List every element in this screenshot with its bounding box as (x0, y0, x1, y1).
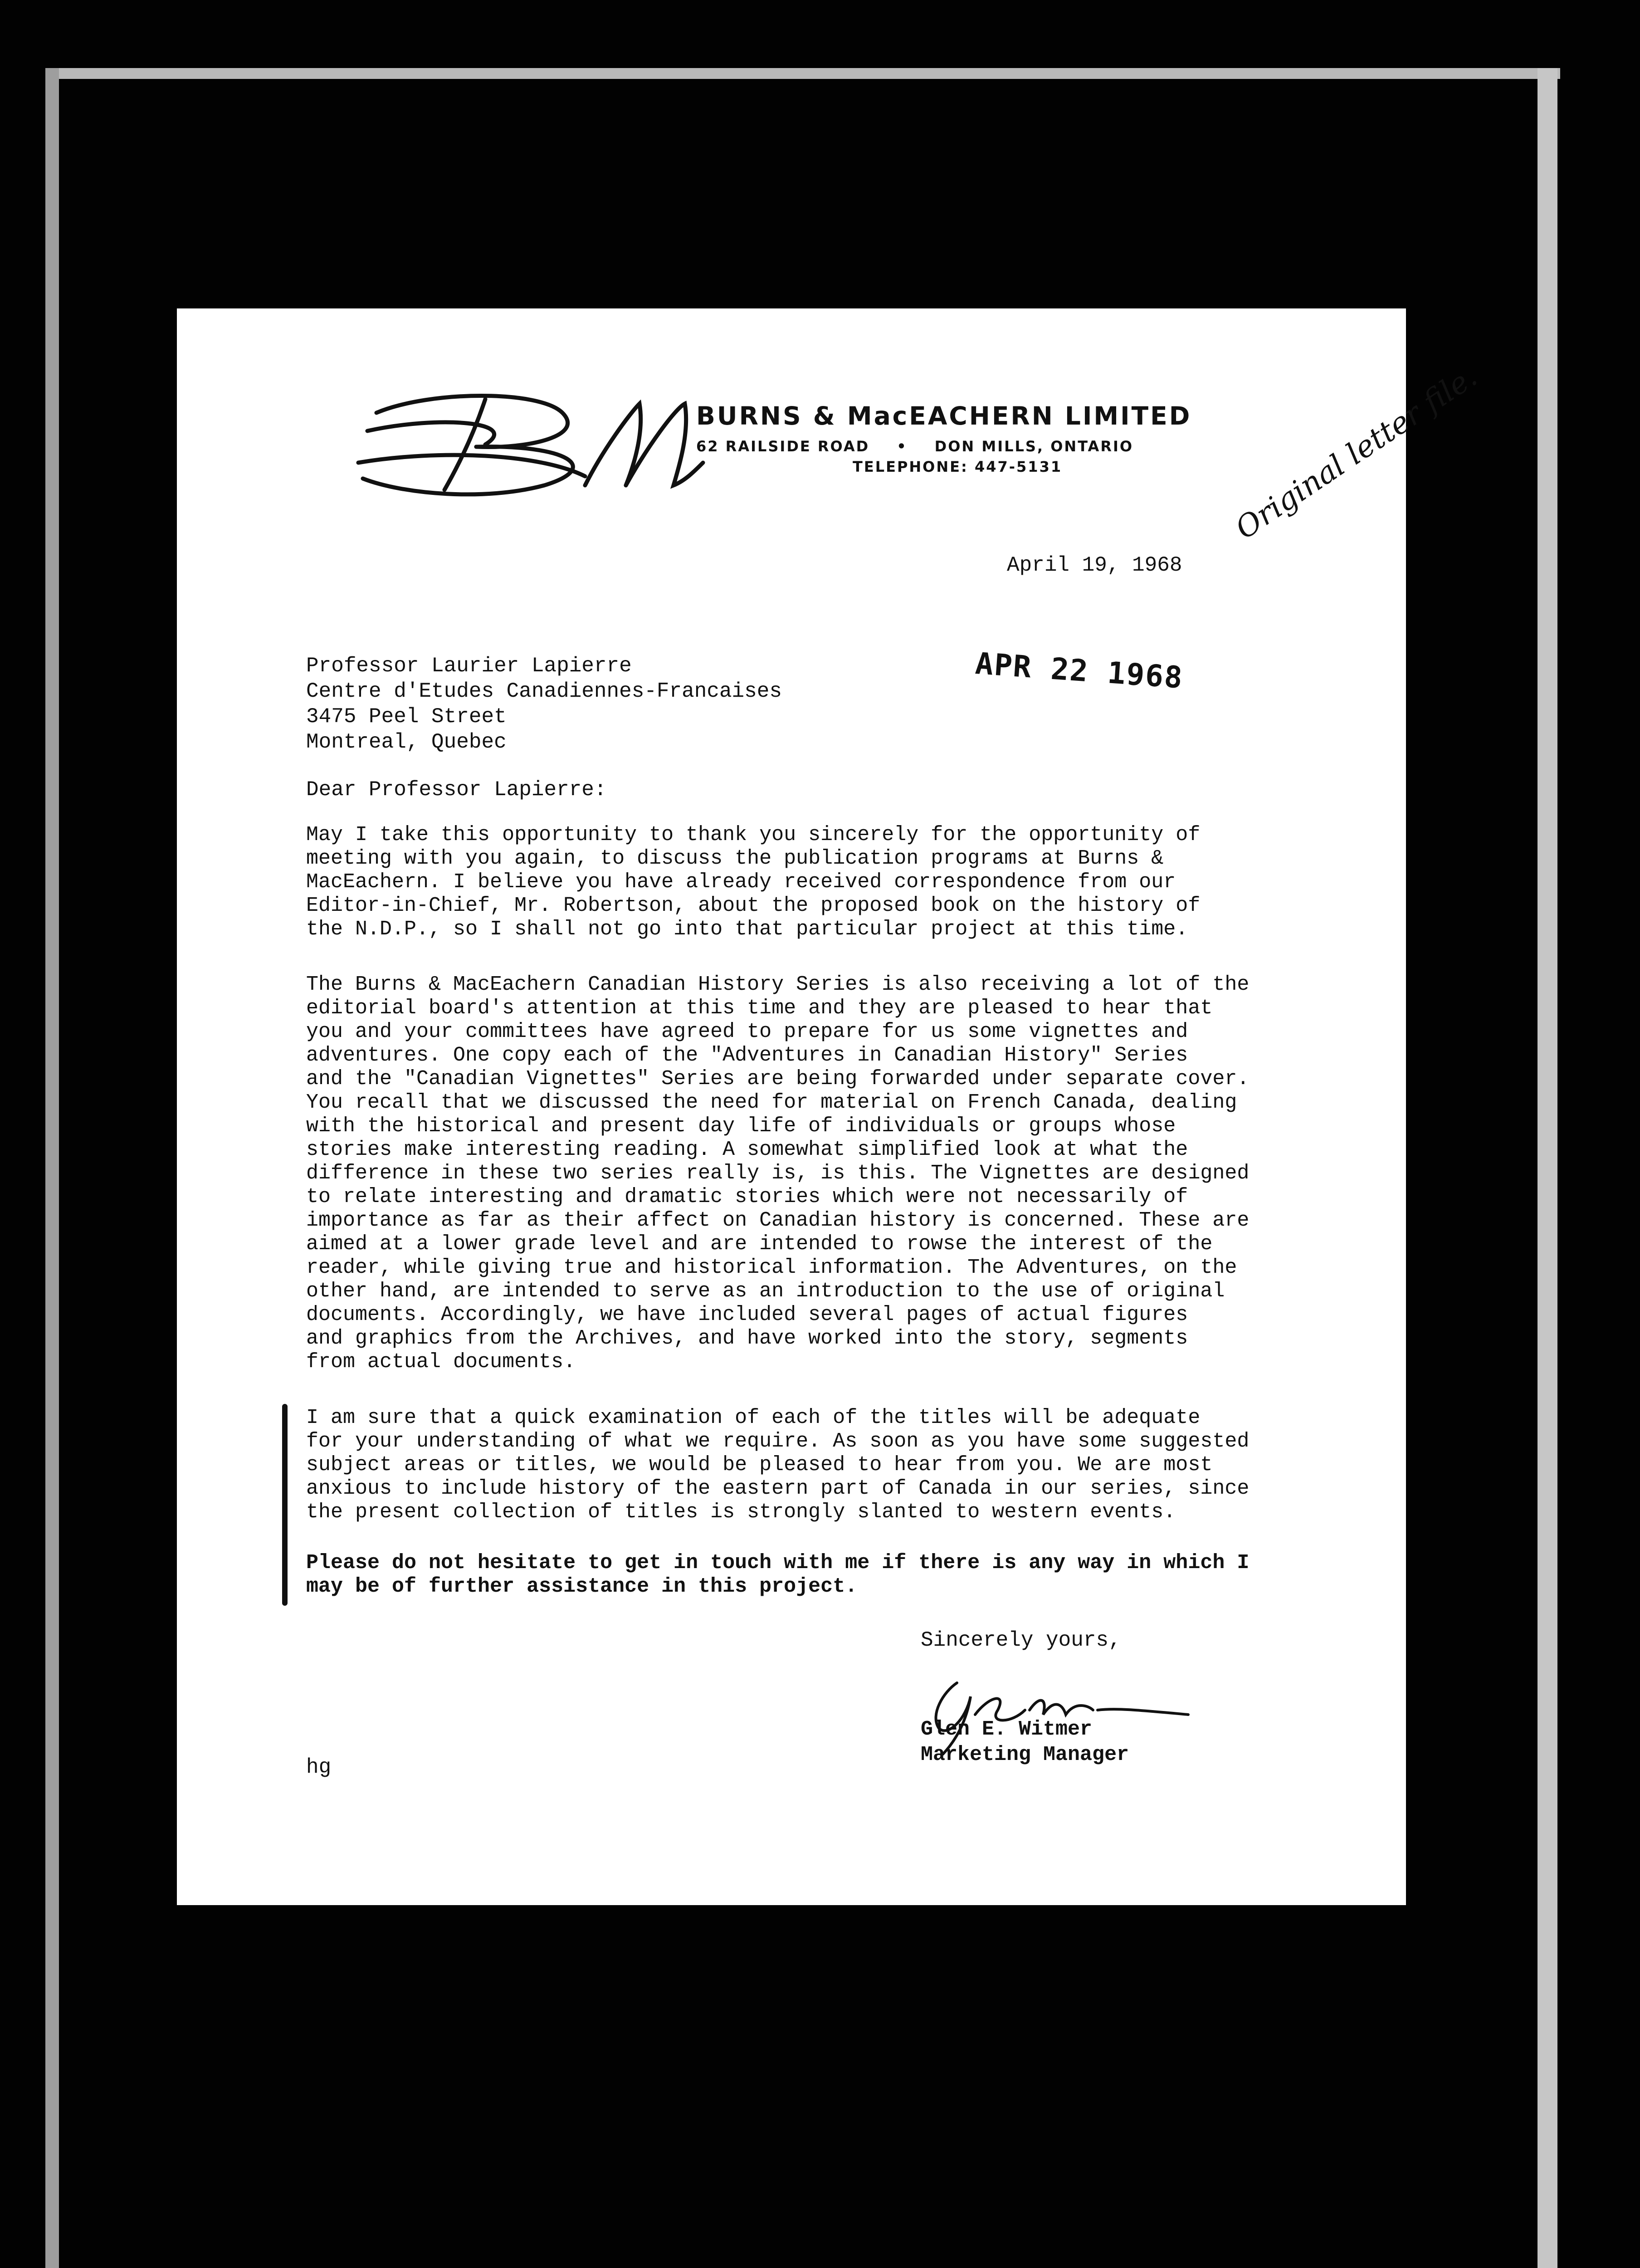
text-line: The Burns & MacEachern Canadian History Series is also receiving a lot of the (306, 973, 1250, 996)
handwritten-margin-note: Original letter file. (1229, 359, 1484, 546)
body-paragraph (306, 973, 1404, 1374)
film-edge-right (1538, 68, 1557, 2268)
text-line: I am sure that a quick examination of each of the titles will be adequate (306, 1406, 1201, 1429)
film-edge-top (45, 68, 1560, 79)
recipient-address (306, 653, 782, 755)
company-logo (349, 372, 803, 499)
signer-name: Glen E. Witmer (921, 1718, 1093, 1741)
text-line: with the historical and present day life of individuals or groups whose (306, 1114, 1176, 1138)
signer-block (921, 1717, 1129, 1768)
text-line: from actual documents. (306, 1350, 576, 1374)
text-line: Editor-in-Chief, Mr. Robertson, about the proposed book on the history of (306, 894, 1201, 917)
letter-date: April 19, 1968 (1007, 553, 1182, 577)
text-line: other hand, are intended to serve as an introduction to the use of original (306, 1280, 1225, 1303)
received-date-stamp: APR 22 1968 (974, 646, 1185, 695)
text-line: reader, while giving true and historical information. The Adventures, on the (306, 1256, 1237, 1279)
body-paragraph (306, 1406, 1404, 1524)
margin-mark (282, 1404, 288, 1606)
body-paragraph (306, 823, 1404, 941)
text-line: importance as far as their affect on Canadian history is concerned. These are (306, 1209, 1250, 1232)
text-line: Please do not hesitate to get in touch with me if there is any way in which I (306, 1551, 1250, 1574)
text-line: documents. Accordingly, we have included several pages of actual figures (306, 1303, 1188, 1326)
recipient-city: Montreal, Quebec (306, 730, 507, 754)
text-line: and graphics from the Archives, and have worked into the story, segments (306, 1327, 1188, 1350)
text-line: adventures. One copy each of the "Adventures in Canadian History" Series (306, 1044, 1188, 1067)
company-address (696, 438, 1133, 455)
typist-initials: hg (306, 1755, 332, 1779)
text-line: difference in these two series really is, is this. The Vignettes are designed (306, 1162, 1250, 1185)
text-line: the present collection of titles is strongly slanted to western events. (306, 1501, 1176, 1524)
text-line: aimed at a lower grade level and are intended to rowse the interest of the (306, 1232, 1213, 1256)
text-line: the N.D.P., so I shall not go into that particular project at this time. (306, 918, 1188, 941)
address-city: DON MILLS, ONTARIO (934, 438, 1134, 455)
text-line: MacEachern. I believe you have already received correspondence from our (306, 870, 1176, 894)
salutation: Dear Professor Lapierre: (306, 778, 607, 802)
film-edge-left (45, 68, 59, 2268)
text-line: to relate interesting and dramatic stories which were not necessarily of (306, 1185, 1188, 1208)
text-line: subject areas or titles, we would be pleased to hear from you. We are most (306, 1453, 1213, 1476)
text-line: may be of further assistance in this project. (306, 1575, 858, 1598)
text-line: you and your committees have agreed to prepare for us some vignettes and (306, 1020, 1188, 1043)
body-paragraph (306, 1551, 1404, 1598)
text-line: for your understanding of what we require. As soon as you have some suggested (306, 1430, 1250, 1453)
recipient-name: Professor Laurier Lapierre (306, 654, 632, 678)
address-street: 62 RAILSIDE ROAD (696, 438, 870, 455)
text-line: meeting with you again, to discuss the publication programs at Burns & (306, 847, 1164, 870)
text-line: stories make interesting reading. A somewhat simplified look at what the (306, 1138, 1188, 1161)
signer-title: Marketing Manager (921, 1743, 1129, 1766)
address-separator: • (897, 438, 908, 455)
letter-page (177, 308, 1484, 1905)
text-line: May I take this opportunity to thank you sincerely for the opportunity of (306, 823, 1201, 846)
closing: Sincerely yours, (921, 1628, 1121, 1652)
text-line: and the "Canadian Vignettes" Series are being forwarded under separate cover. (306, 1067, 1250, 1090)
company-name: BURNS & MacEACHERN LIMITED (696, 401, 1192, 430)
text-line: You recall that we discussed the need for material on French Canada, dealing (306, 1091, 1237, 1114)
company-telephone: TELEPHONE: 447-5131 (853, 458, 1063, 475)
text-line: anxious to include history of the eastern part of Canada in our series, since (306, 1477, 1250, 1500)
text-line: editorial board's attention at this time and they are pleased to hear that (306, 997, 1213, 1020)
recipient-institution: Centre d'Etudes Canadiennes-Francaises (306, 679, 782, 703)
recipient-street: 3475 Peel Street (306, 705, 507, 728)
